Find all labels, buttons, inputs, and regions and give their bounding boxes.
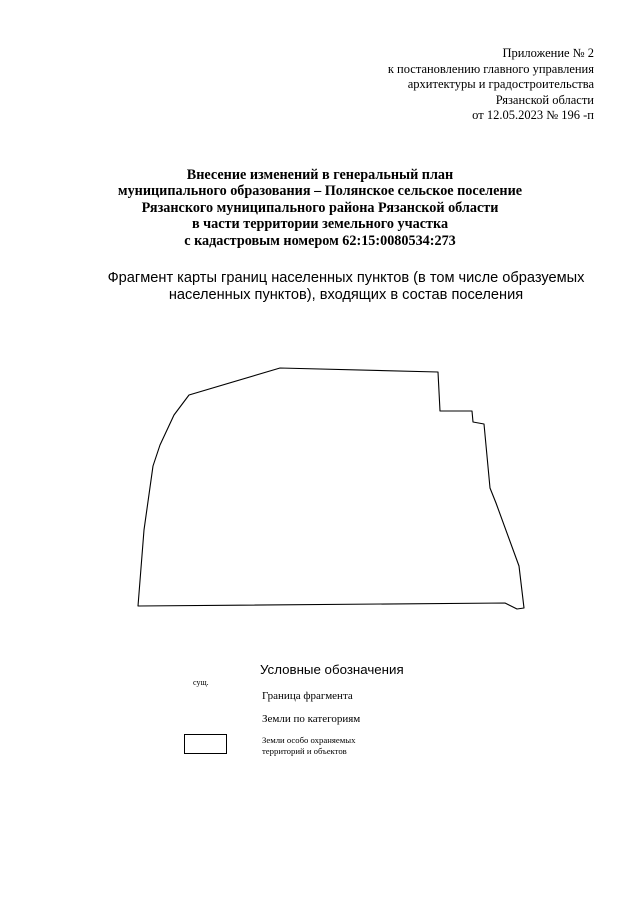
legend-item-line: Земли особо охраняемых: [262, 735, 356, 745]
appendix-line: от 12.05.2023 № 196 -п: [472, 108, 594, 123]
appendix-line: к постановлению главного управления: [387, 61, 594, 76]
title-line: Рязанского муниципального района Рязанской области: [141, 199, 499, 216]
legend-item-land-categories: Земли по категориям: [262, 713, 361, 725]
legend-item-protected-lands: [262, 735, 355, 757]
appendix-line: Приложение № 2: [502, 46, 594, 60]
fragment-boundary: [138, 368, 524, 609]
legend-small-label: сущ.: [193, 678, 209, 687]
title-line: Внесение изменений в генеральный план: [186, 167, 454, 183]
legend-swatch-protected-lands: [184, 734, 227, 754]
legend-item-fragment-boundary: Граница фрагмента: [262, 690, 353, 702]
subtitle-line: населенных пунктов), входящих в состав поселения: [168, 287, 524, 303]
legend-heading: Условные обозначения: [260, 662, 404, 677]
title-line: муниципального образования – Полянское сельское поселение: [117, 183, 523, 200]
title-line: в части территории земельного участка: [191, 216, 449, 233]
title-line: с кадастровым номером 62:15:0080534:273: [184, 232, 456, 249]
subtitle-line: Фрагмент карты границ населенных пунктов (в том числе образуемых: [107, 270, 585, 286]
legend-item-line: территорий и объектов: [262, 746, 347, 756]
appendix-line: архитектуры и градостроительства: [407, 77, 594, 92]
appendix-line: Рязанской области: [495, 92, 594, 107]
